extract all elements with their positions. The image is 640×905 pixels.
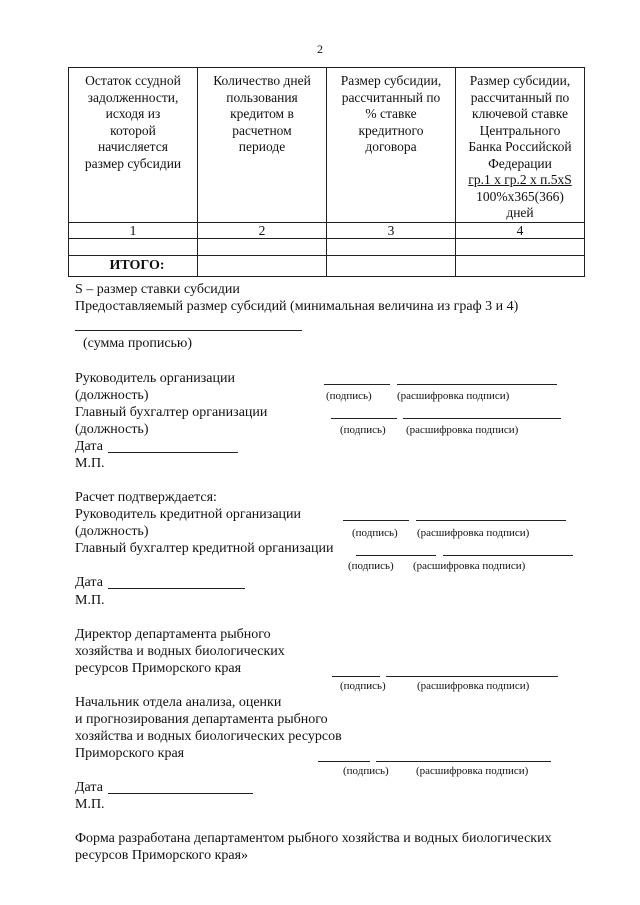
- decode-line: [443, 555, 573, 556]
- column-number: 1: [69, 222, 198, 238]
- date-label: Дата: [75, 439, 103, 454]
- formula-numerator: гр.1 х гр.2 х п.5хS: [468, 172, 572, 187]
- decode-caption: (расшифровка подписи): [413, 560, 526, 572]
- signature-caption: (подпись): [340, 424, 386, 436]
- footer-line-1: Форма разработана департаментом рыбного хозяйства и водных биологических: [75, 831, 552, 846]
- chief-title-line-1: Начальник отдела анализа, оценки: [75, 695, 282, 710]
- signature-line: [332, 676, 380, 677]
- stamp-label: М.П.: [75, 593, 105, 608]
- column-number: 2: [198, 222, 327, 238]
- signature-line: [324, 384, 390, 385]
- chief-accountant-title: Главный бухгалтер организации: [75, 405, 268, 420]
- amount-in-words: (сумма прописью): [83, 336, 193, 351]
- table-cell: [327, 255, 456, 276]
- chief-title-line-3: хозяйства и водных биологических ресурсов: [75, 729, 342, 744]
- chief-title-line-4: Приморского края: [75, 746, 185, 761]
- decode-caption: (расшифровка подписи): [406, 424, 519, 436]
- s-definition: S – размер ставки субсидии: [75, 282, 240, 297]
- table-cell: [69, 238, 198, 255]
- signature-line: [343, 520, 409, 521]
- decode-line: [376, 761, 551, 762]
- table-cell: [198, 255, 327, 276]
- director-title-line-3: ресурсов Приморского края: [75, 661, 242, 676]
- date-label: Дата: [75, 575, 103, 590]
- table-cell: [456, 238, 585, 255]
- signature-caption: (подпись): [348, 560, 394, 572]
- date-line: [108, 452, 238, 453]
- subsidy-table: [68, 67, 585, 277]
- column-number-row: [69, 222, 585, 238]
- org-head-title: Руководитель организации: [75, 371, 235, 386]
- confirmed-label: Расчет подтверждается:: [75, 490, 217, 505]
- date-label: Дата: [75, 780, 103, 795]
- signature-line: [318, 761, 370, 762]
- date-line: [108, 588, 245, 589]
- decode-caption: (расшифровка подписи): [417, 680, 530, 692]
- total-row: [69, 255, 585, 276]
- table-row: [69, 238, 585, 255]
- header-cell-3: Размер субсидии, рассчитанный по % ставке кредитного договора: [327, 68, 456, 223]
- decode-line: [403, 418, 561, 419]
- org-head-position: (должность): [75, 388, 149, 403]
- stamp-label: М.П.: [75, 456, 105, 471]
- table-header-row: [69, 68, 585, 223]
- total-label: ИТОГО:: [69, 255, 198, 276]
- decode-caption: (расшифровка подписи): [416, 765, 529, 777]
- signature-caption: (подпись): [352, 527, 398, 539]
- formula-suffix: дней: [506, 205, 534, 220]
- director-title-line-2: хозяйства и водных биологических: [75, 644, 285, 659]
- signature-caption: (подпись): [343, 765, 389, 777]
- table-cell: [198, 238, 327, 255]
- chief-title-line-2: и прогнозирования департамента рыбного: [75, 712, 328, 727]
- table-cell: [327, 238, 456, 255]
- decode-line: [397, 384, 557, 385]
- table-cell: [456, 255, 585, 276]
- chief-accountant-position: (должность): [75, 422, 149, 437]
- bank-head-position: (должность): [75, 524, 149, 539]
- footer-line-2: ресурсов Приморского края»: [75, 848, 249, 863]
- column-number: 3: [327, 222, 456, 238]
- bank-head-title: Руководитель кредитной организации: [75, 507, 302, 522]
- date-line: [108, 793, 253, 794]
- decode-line: [386, 676, 558, 677]
- decode-caption: (расшифровка подписи): [397, 390, 510, 402]
- decode-caption: (расшифровка подписи): [417, 527, 530, 539]
- header-cell-2: Количество дней пользования кредитом в расчетном периоде: [198, 68, 327, 223]
- page-number: 2: [317, 42, 323, 56]
- signature-line: [331, 418, 397, 419]
- provided-amount: Предоставляемый размер субсидий (минимальная величина из граф 3 и 4): [75, 299, 519, 314]
- decode-line: [416, 520, 566, 521]
- director-title-line-1: Директор департамента рыбного: [75, 627, 271, 642]
- header-cell-1: Остаток ссудной задолженности, исходя из которой начисляется размер субсидии: [69, 68, 198, 223]
- formula-denominator: 100%х365(366): [476, 188, 564, 204]
- signature-caption: (подпись): [326, 390, 372, 402]
- signature-line: [356, 555, 436, 556]
- stamp-label: М.П.: [75, 797, 105, 812]
- bank-accountant-title: Главный бухгалтер кредитной организации: [75, 541, 334, 556]
- amount-line: [75, 330, 302, 331]
- signature-caption: (подпись): [340, 680, 386, 692]
- header-cell-4: Размер субсидии, рассчитанный по ключевой ставке Центрального Банка Российской Федерации гр.1 х гр.2 х п.5хS 100%х365(366) дней: [456, 68, 585, 223]
- column-number: 4: [456, 222, 585, 238]
